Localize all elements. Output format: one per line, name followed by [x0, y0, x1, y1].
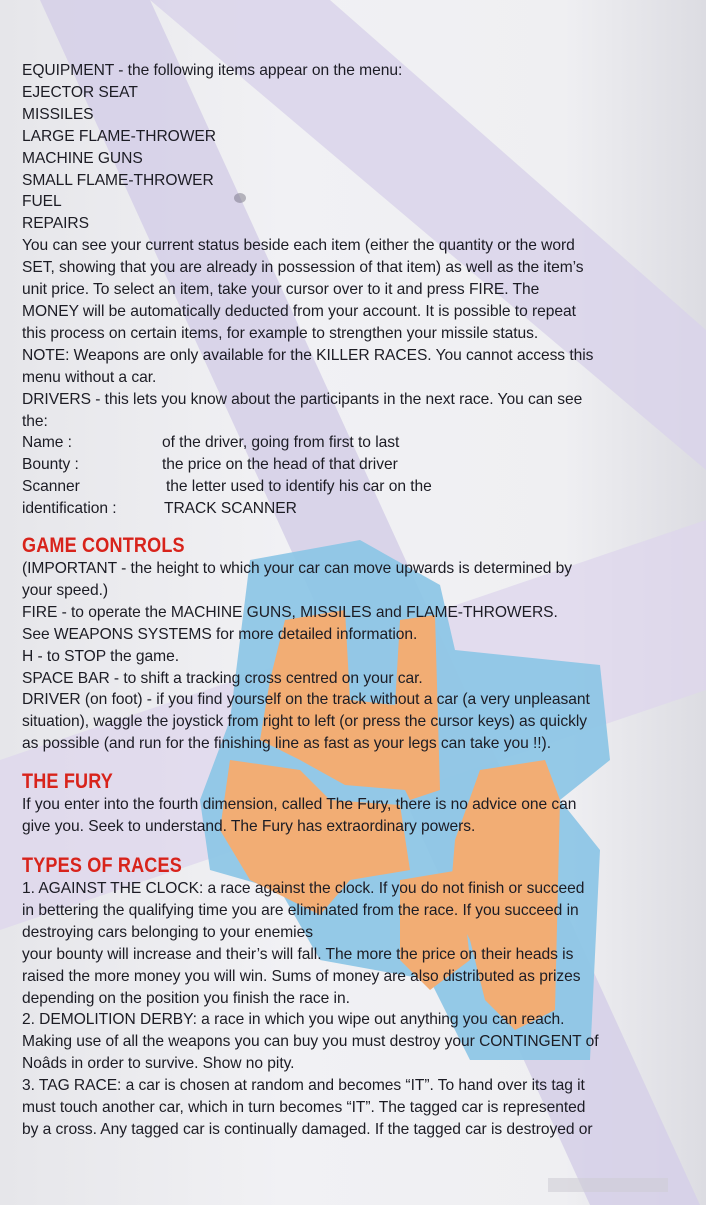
the-fury-heading: THE FURY [22, 770, 114, 794]
races-line: by a cross. Any tagged car is continually damaged. If the tagged car is destroyed or [22, 1120, 593, 1138]
types-of-races-section [22, 853, 684, 1141]
drivers-field-row [22, 454, 684, 476]
races-line: must touch another car, which in turn becomes “IT”. The tagged car is represented [22, 1099, 586, 1117]
equipment-item: REPAIRS [22, 215, 89, 233]
game-controls-line: your speed.) [22, 581, 109, 599]
equipment-intro: EQUIPMENT - the following items appear on the menu: [22, 62, 403, 79]
game-controls-line: See WEAPONS SYSTEMS for more detailed information. [22, 625, 418, 643]
equipment-body-line: You can see your current status beside each item (either the quantity or the word [22, 237, 575, 255]
races-line: 2. DEMOLITION DERBY: a race in which you wipe out anything you can reach. [22, 1011, 565, 1029]
races-line: raised the more money you will win. Sums of money are also distributed as prizes [22, 967, 581, 985]
the-fury-section [22, 769, 684, 838]
equipment-body-line: unit price. To select an item, take your cursor over to it and press FIRE. The [22, 281, 540, 299]
game-controls-line: (IMPORTANT - the height to which your car can move upwards is determined by [22, 560, 573, 578]
equipment-item: SMALL FLAME-THROWER [22, 171, 214, 189]
equipment-body-line: this process on certain items, for example to strengthen your missile status. [22, 324, 539, 342]
drivers-field-value: of the driver, going from first to last [162, 434, 400, 452]
equipment-note-line: menu without a car. [22, 368, 157, 386]
drivers-intro-line: the: [22, 412, 48, 430]
races-line: Noâds in order to survive. Show no pity. [22, 1055, 295, 1073]
equipment-item: EJECTOR SEAT [22, 83, 138, 101]
the-fury-line: If you enter into the fourth dimension, called The Fury, there is no advice one can [22, 796, 577, 814]
drivers-field-key: Bounty : [22, 456, 79, 474]
types-of-races-heading: TYPES OF RACES [22, 854, 182, 877]
races-line: destroying cars belonging to your enemies [22, 923, 313, 941]
races-line: in bettering the qualifying time you are eliminated from the race. If you succeed in [22, 901, 579, 919]
drivers-field-row [22, 476, 684, 498]
manual-text [22, 60, 684, 1141]
races-line: Making use of all the weapons you can buy you must destroy your CONTINGENT of [22, 1033, 599, 1051]
equipment-item: LARGE FLAME-THROWER [22, 127, 216, 145]
drivers-field-key: identification : [22, 500, 117, 518]
game-controls-line: DRIVER (on foot) - if you find yourself on the track without a car (a very unpleasant [22, 691, 590, 709]
game-controls-line: as possible (and run for the finishing line as fast as your legs can take you !!). [22, 735, 551, 753]
equipment-body-line: MONEY will be automatically deducted from your account. It is possible to repeat [22, 302, 576, 320]
game-controls-line: situation), waggle the joystick from right to left (or press the cursor keys) as quickly [22, 713, 587, 731]
equipment-body-line: SET, showing that you are already in possession of that item) as well as the item’s [22, 259, 584, 277]
drivers-field-row [22, 498, 684, 520]
drivers-field-row [22, 432, 684, 454]
drivers-field-key: Name : [22, 434, 72, 452]
races-line: your bounty will increase and their’s will fall. The more the price on their heads is [22, 945, 574, 963]
equipment-item: FUEL [22, 193, 62, 211]
game-controls-line: H - to STOP the game. [22, 647, 179, 665]
faint-print-mark [548, 1178, 668, 1192]
races-line: 3. TAG RACE: a car is chosen at random and becomes “IT”. To hand over its tag it [22, 1077, 585, 1095]
game-controls-line: FIRE - to operate the MACHINE GUNS, MISSILES and FLAME-THROWERS. [22, 603, 558, 621]
game-controls-line: SPACE BAR - to shift a tracking cross centred on your car. [22, 669, 423, 687]
equipment-section [22, 60, 684, 520]
equipment-note-line: NOTE: Weapons are only available for the KILLER RACES. You cannot access this [22, 346, 594, 364]
drivers-intro-line: DRIVERS - this lets you know about the participants in the next race. You can see [22, 390, 583, 408]
drivers-field-key: Scanner [22, 478, 80, 496]
drivers-field-value: the letter used to identify his car on the [166, 478, 432, 496]
game-controls-section [22, 533, 684, 755]
races-line: 1. AGAINST THE CLOCK: a race against the clock. If you do not finish or succeed [22, 880, 585, 897]
equipment-item: MACHINE GUNS [22, 149, 143, 167]
races-line: depending on the position you finish the race in. [22, 989, 350, 1007]
game-controls-heading: GAME CONTROLS [22, 534, 185, 558]
drivers-field-value: TRACK SCANNER [164, 500, 297, 518]
drivers-field-value: the price on the head of that driver [162, 456, 398, 474]
equipment-item: MISSILES [22, 105, 94, 123]
the-fury-line: give you. Seek to understand. The Fury has extraordinary powers. [22, 818, 476, 836]
